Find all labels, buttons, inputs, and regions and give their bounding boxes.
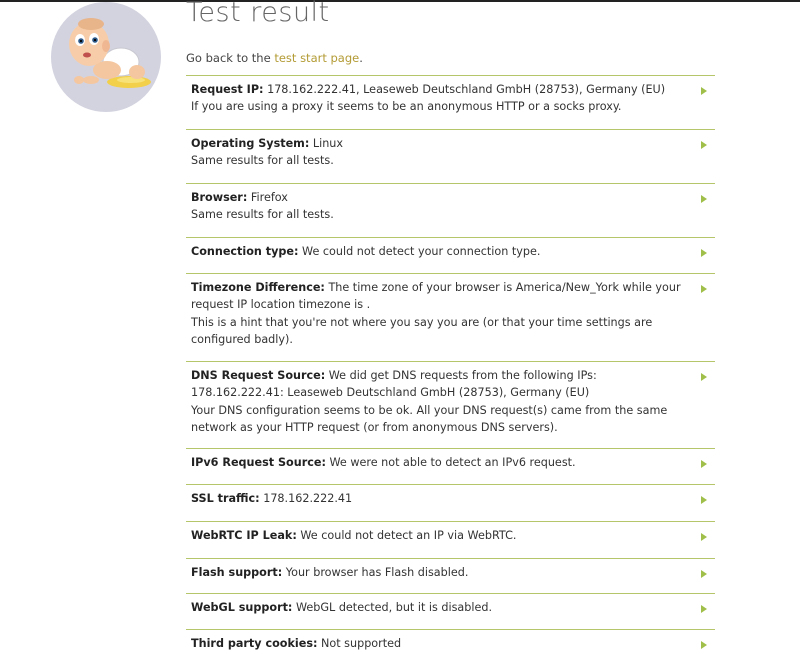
expand-arrow-icon[interactable] (701, 141, 707, 149)
row-detail: Same results for all tests. (191, 154, 334, 168)
result-row-timezone-difference[interactable] (186, 273, 715, 361)
row-value: Your browser has Flash disabled. (282, 566, 469, 579)
expand-arrow-icon[interactable] (701, 249, 707, 257)
result-row-ipv6-request-source[interactable] (186, 448, 715, 484)
result-row-operating-system[interactable] (186, 129, 715, 183)
row-value: 178.162.222.41 (259, 492, 353, 505)
result-row-request-ip[interactable] (186, 75, 715, 129)
row-label: Request IP: (191, 83, 264, 96)
result-row-dns-request-source[interactable] (186, 361, 715, 448)
row-detail: 178.162.222.41: Leaseweb Deutschland GmbH (28753), Germany (EU) (191, 386, 590, 400)
row-label: Operating System: (191, 137, 310, 150)
row-detail: This is a hint that you're not where you say you are (or that your time settings are configured badly). (191, 315, 653, 346)
expand-arrow-icon[interactable] (701, 533, 707, 541)
result-row-browser[interactable] (186, 183, 715, 237)
results-list (186, 75, 715, 653)
page-title: Test result (186, 0, 330, 28)
result-row-webrtc-ip-leak[interactable] (186, 521, 715, 558)
top-rule (0, 0, 800, 2)
back-suffix: . (359, 51, 363, 65)
row-label: Browser: (191, 191, 248, 204)
row-value: We were not able to detect an IPv6 request. (325, 456, 576, 469)
row-value: The time zone of your browser is America/New_York while your request IP location timezone is . (191, 281, 681, 312)
row-value: We could not detect an IP via WebRTC. (296, 529, 517, 542)
row-value: We did get DNS requests from the following IPs: (325, 369, 597, 382)
row-label: DNS Request Source: (191, 369, 326, 382)
row-label: IPv6 Request Source: (191, 456, 326, 469)
row-value: Not supported (317, 637, 402, 650)
expand-arrow-icon[interactable] (701, 285, 707, 293)
baby-logo (51, 2, 161, 112)
row-label: SSL traffic: (191, 492, 260, 505)
row-detail: Same results for all tests. (191, 208, 334, 222)
row-value: WebGL detected, but it is disabled. (292, 601, 493, 614)
test-start-page-link[interactable]: test start page (274, 51, 360, 65)
result-row-webgl-support[interactable] (186, 593, 715, 629)
baby-illustration (51, 2, 161, 112)
row-detail: Your DNS configuration seems to be ok. All your DNS request(s) came from the same network as your HTTP request (or from anonymous DNS servers). (191, 403, 668, 434)
result-row-flash-support[interactable] (186, 558, 715, 593)
row-label: Timezone Difference: (191, 281, 325, 294)
expand-arrow-icon[interactable] (701, 195, 707, 203)
result-row-connection-type[interactable] (186, 237, 715, 273)
expand-arrow-icon[interactable] (701, 460, 707, 468)
row-label: Third party cookies: (191, 637, 318, 650)
row-value: Linux (309, 137, 344, 150)
row-label: Flash support: (191, 566, 283, 579)
result-row-ssl-traffic[interactable] (186, 484, 715, 521)
row-label: WebGL support: (191, 601, 293, 614)
expand-arrow-icon[interactable] (701, 605, 707, 613)
back-prefix: Go back to the (186, 51, 275, 65)
row-value: Firefox (247, 191, 288, 204)
expand-arrow-icon[interactable] (701, 496, 707, 504)
expand-arrow-icon[interactable] (701, 570, 707, 578)
expand-arrow-icon[interactable] (701, 641, 707, 649)
row-label: Connection type: (191, 245, 299, 258)
row-value: We could not detect your connection type. (298, 245, 541, 258)
row-detail: If you are using a proxy it seems to be an anonymous HTTP or a socks proxy. (191, 100, 622, 114)
expand-arrow-icon[interactable] (701, 373, 707, 381)
expand-arrow-icon[interactable] (701, 87, 707, 95)
result-row-third-party-cookies[interactable] (186, 629, 715, 653)
back-line (186, 51, 363, 65)
row-label: WebRTC IP Leak: (191, 529, 297, 542)
row-value: 178.162.222.41, Leaseweb Deutschland GmbH (28753), Germany (EU) (263, 83, 666, 96)
